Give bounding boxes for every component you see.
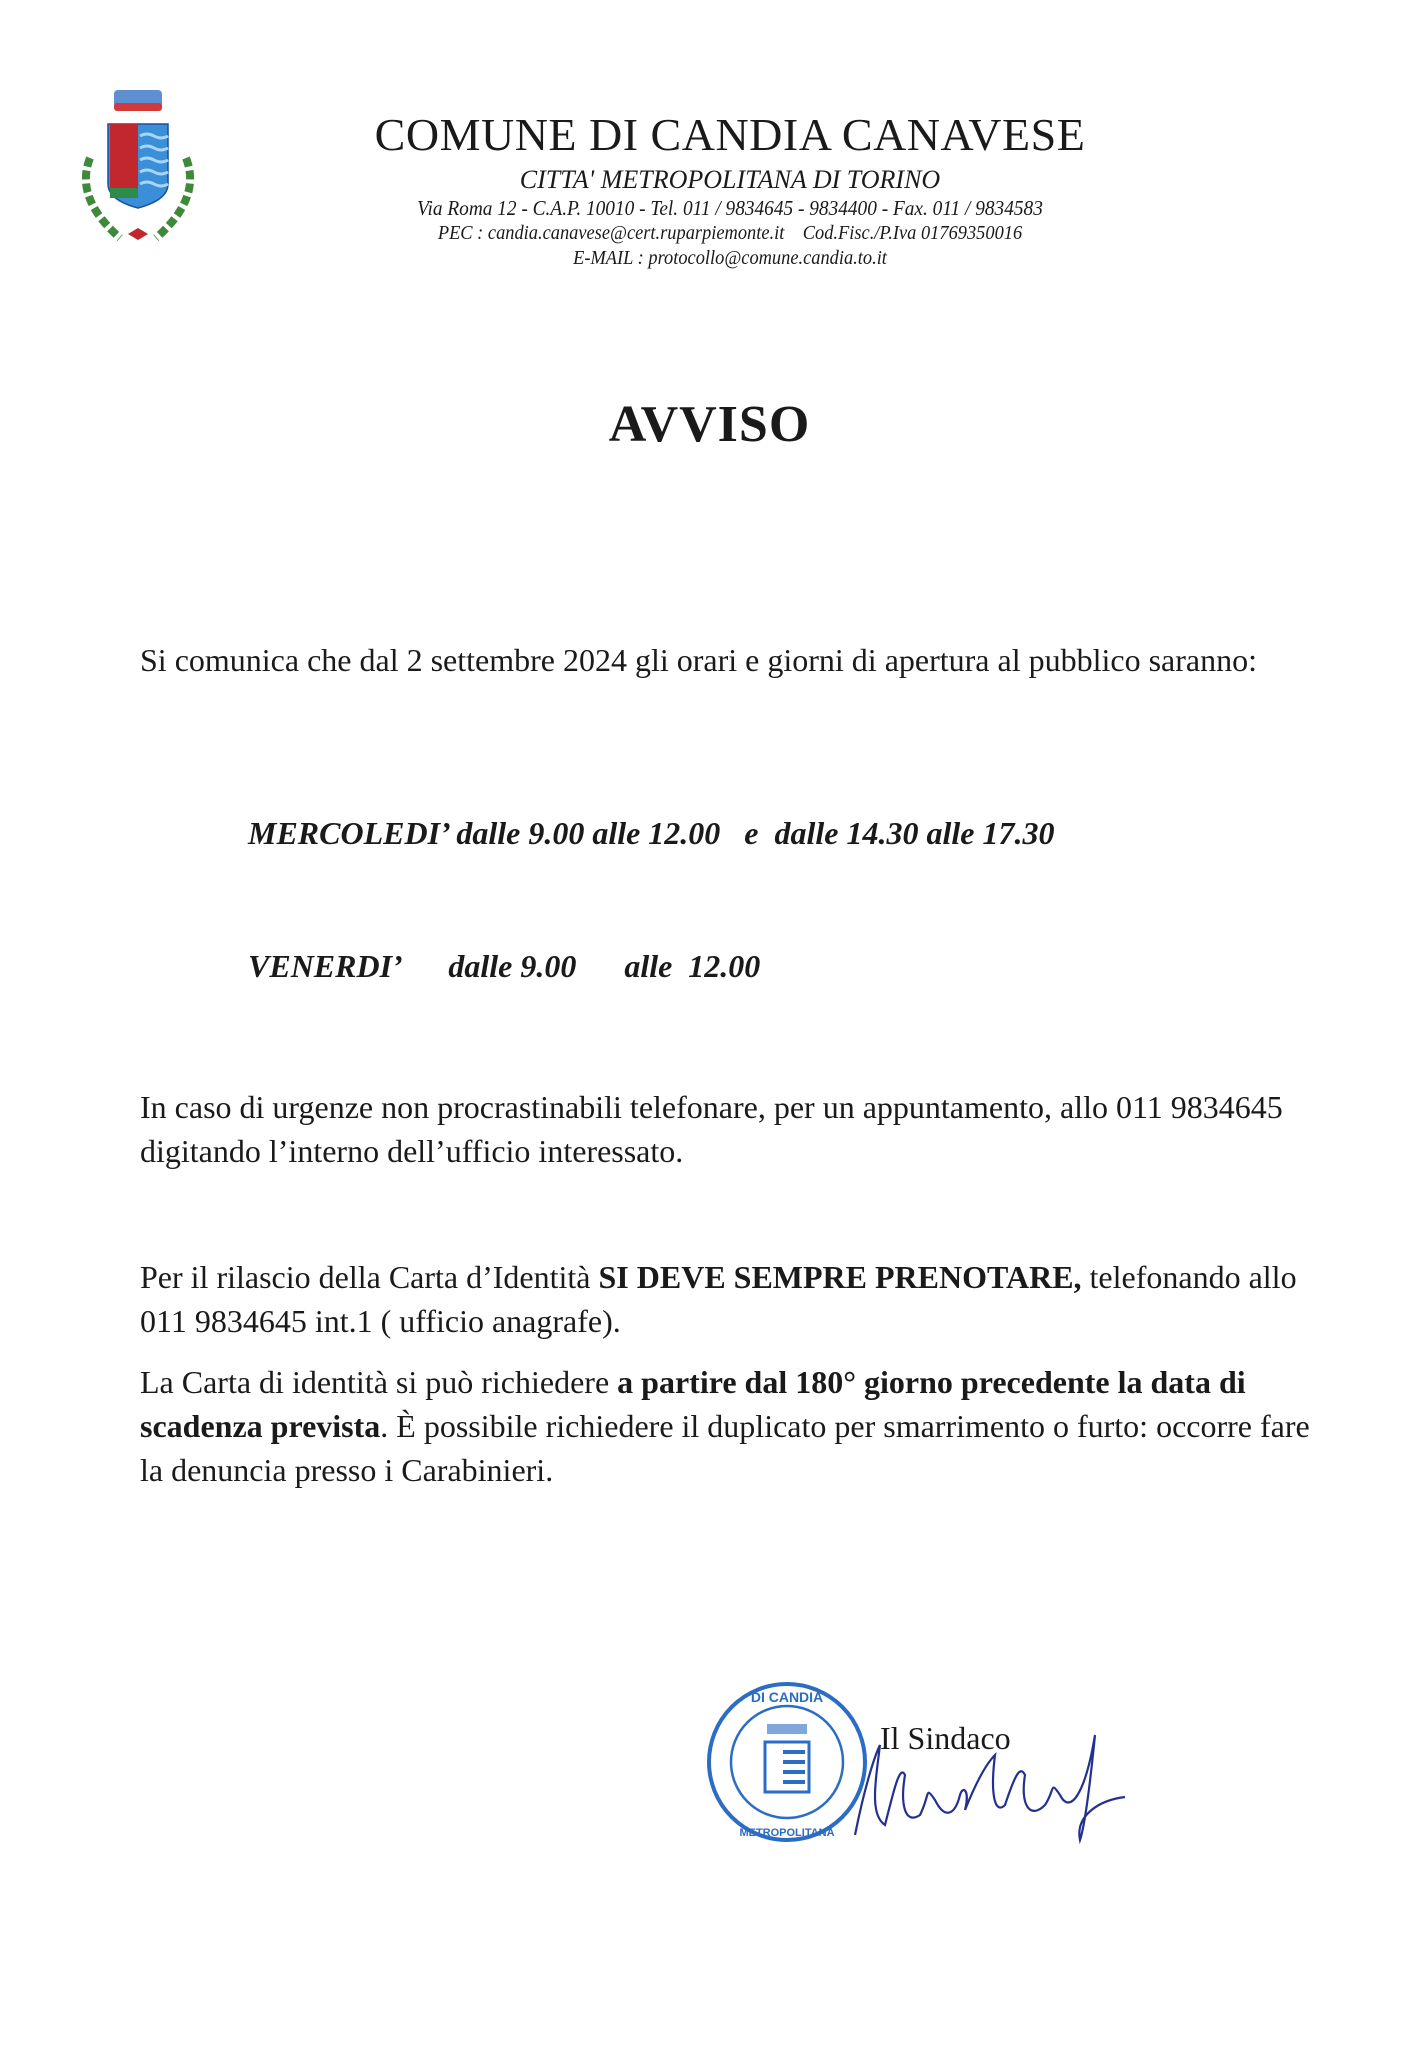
organization-subtitle: CITTA' METROPOLITANA DI TORINO	[519, 165, 941, 194]
svg-text:METROPOLITANA: METROPOLITANA	[739, 1827, 835, 1839]
id-card-paragraph	[140, 1360, 1320, 1492]
pec-line: PEC : candia.canavese@cert.ruparpiemonte.it Cod.Fisc./P.Iva 01769350016	[437, 222, 1023, 244]
booking-text: Per il rilascio della Carta d’Identità	[140, 1259, 599, 1295]
handwritten-signature-icon	[845, 1725, 1145, 1845]
booking-text-end: telefonando allo 011 9834645 int.1 ( ufficio anagrafe).	[140, 1259, 1297, 1339]
id-card-text: La Carta di identità si può richiedere	[140, 1364, 618, 1400]
email-line: E-MAIL : protocollo@comune.candia.to.it	[573, 247, 887, 269]
booking-paragraph	[140, 1255, 1320, 1343]
booking-emphasis: SI DEVE SEMPRE PRENOTARE,	[598, 1259, 1082, 1295]
id-card-emphasis: a partire dal 180° giorno precedente la data di scadenza prevista	[140, 1364, 1246, 1444]
signer-title: Il Sindaco	[880, 1720, 1011, 1756]
svg-text:DI CANDIA: DI CANDIA	[750, 1689, 824, 1705]
notice-title: AVVISO	[608, 396, 811, 453]
urgent-paragraph: In caso di urgenze non procrastinabili telefonare, per un appuntamento, allo 011 9834645 digitando l’interno dell’ufficio interessato.	[140, 1089, 1283, 1169]
address-line: Via Roma 12 - C.A.P. 10010 - Tel. 011 / 9834645 - 9834400 - Fax. 011 / 9834583	[417, 196, 1043, 220]
schedule-wednesday: MERCOLEDI’ dalle 9.00 alle 12.00 e dalle 14.30 alle 17.30	[248, 815, 1055, 851]
intro-paragraph: Si comunica che dal 2 settembre 2024 gli orari e giorni di apertura al pubblico saranno:	[140, 642, 1257, 678]
id-card-text-end: . È possibile richiedere il duplicato per smarrimento o furto: occorre fare la denuncia presso i Carabinieri.	[140, 1408, 1310, 1488]
schedule-friday: VENERDI’ dalle 9.00 alle 12.00	[248, 948, 761, 984]
municipal-coat-of-arms-icon	[70, 88, 206, 248]
organization-name: COMUNE DI CANDIA CANAVESE	[374, 109, 1086, 160]
